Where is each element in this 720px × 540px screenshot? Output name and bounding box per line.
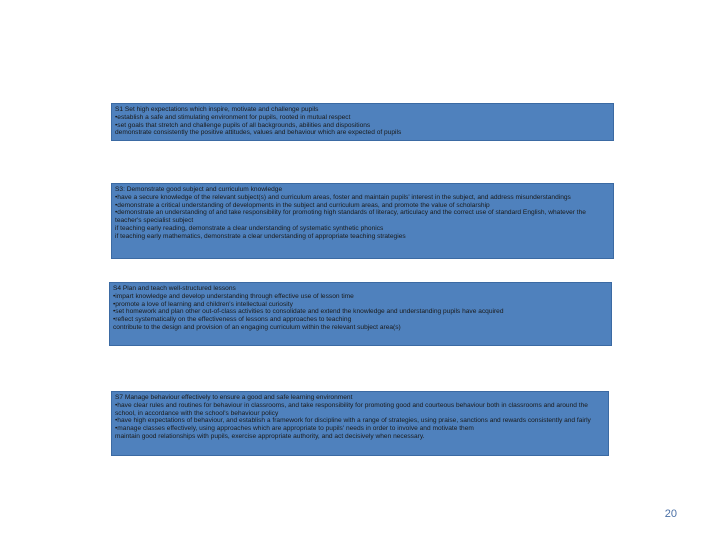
s3-bullet: if teaching early mathematics, demonstrate a clear understanding of appropriate teaching strategies xyxy=(115,232,406,240)
s1-bullet: •establish a safe and stimulating environment for pupils, rooted in mutual respect xyxy=(115,113,351,121)
standard-s3-box xyxy=(111,183,614,259)
standard-s1-box xyxy=(111,103,614,141)
page-number: 20 xyxy=(664,508,677,520)
s7-heading: S7 Manage behaviour effectively to ensure a good and safe learning environment xyxy=(115,394,353,401)
s3-bullet: •demonstrate an understanding of and take responsibility for promoting high standards of literacy, articulacy and the correct use of standard English, whatever the teacher's specialist subject xyxy=(115,209,586,225)
s3-bullet: •have a secure knowledge of the relevant subject(s) and curriculum areas, foster and maintain pupils' interest in the subject, and address misunderstandings xyxy=(115,193,571,201)
s1-heading: S1 Set high expectations which inspire, motivate and challenge pupils xyxy=(115,106,319,113)
s7-bullet: •have high expectations of behaviour, and establish a framework for discipline with a range of strategies, using praise, sanctions and rewards consistently and fairly xyxy=(115,417,591,425)
s4-bullet: •impart knowledge and develop understanding through effective use of lesson time xyxy=(113,292,354,300)
s4-bullet: •promote a love of learning and children's intellectual curiosity xyxy=(113,300,293,308)
s4-bullet: •reflect systematically on the effectiveness of lessons and approaches to teaching xyxy=(113,316,352,324)
s3-heading: S3: Demonstrate good subject and curriculum knowledge xyxy=(115,186,283,193)
s3-bullet: •demonstrate a critical understanding of developments in the subject and curriculum areas, and promote the value of scholarship xyxy=(115,201,490,209)
standard-s7-box xyxy=(111,391,609,456)
s1-bullet: •set goals that stretch and challenge pupils of all backgrounds, abilities and dispositions xyxy=(115,121,371,129)
s1-bullet: demonstrate consistently the positive attitudes, values and behaviour which are expected of pupils xyxy=(115,129,402,137)
s3-bullet: if teaching early reading, demonstrate a clear understanding of systematic synthetic phonics xyxy=(115,224,384,232)
s7-bullet: maintain good relationships with pupils, exercise appropriate authority, and act decisively when necessary. xyxy=(115,432,425,440)
s4-heading: S4 Plan and teach well-structured lessons xyxy=(113,285,236,292)
standard-s4-box xyxy=(109,282,612,346)
s7-bullet: •manage classes effectively, using approaches which are appropriate to pupils' needs in order to involve and motivate them xyxy=(115,425,474,433)
s7-bullet: •have clear rules and routines for behaviour in classrooms, and take responsibility for promoting good and courteous behaviour both in classrooms and around the school, in accordance with the school's behaviour policy xyxy=(115,401,588,417)
s4-bullet: contribute to the design and provision of an engaging curriculum within the relevant subject area(s) xyxy=(113,323,401,331)
s4-bullet: •set homework and plan other out-of-class activities to consolidate and extend the knowledge and understanding pupils have acquired xyxy=(113,308,504,316)
